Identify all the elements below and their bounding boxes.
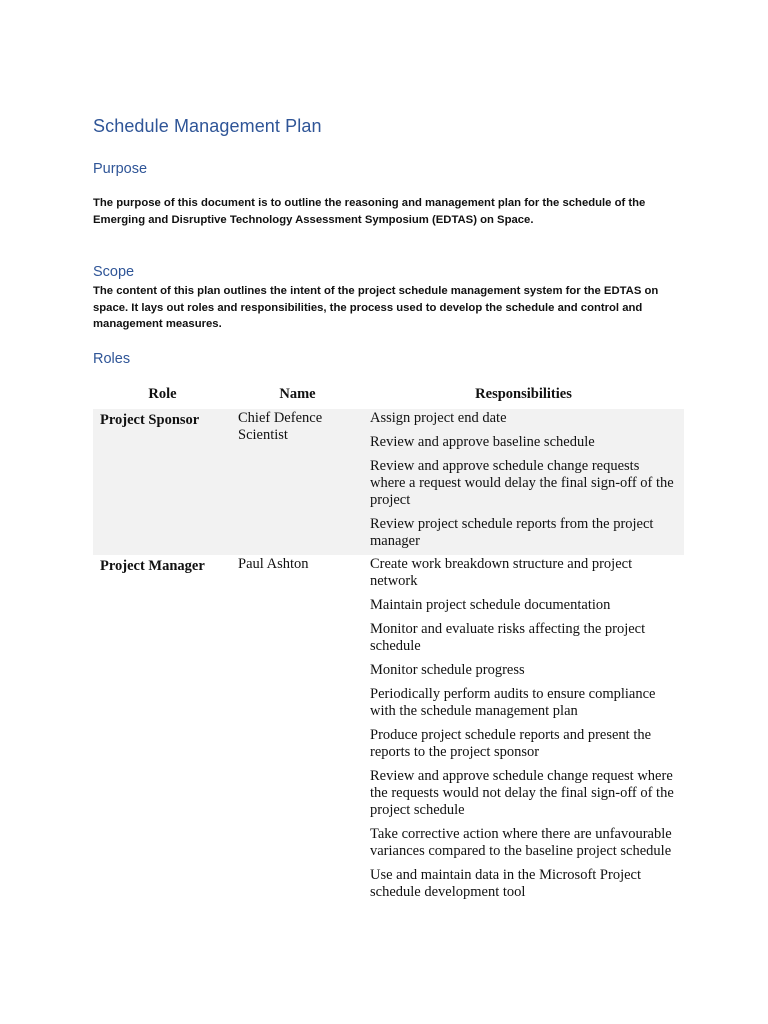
roles-heading: Roles [93, 351, 131, 367]
table-row [93, 409, 684, 555]
role-cell: Project Manager [100, 558, 205, 574]
responsibility-item: Take corrective action where there are unfavourable variances compared to the baseline project schedule [370, 826, 672, 859]
responsibility-item: Review project schedule reports from the project manager [370, 516, 654, 549]
roles-table [93, 380, 684, 906]
responsibility-item: Review and approve schedule change requests where a request would delay the final sign-off of the project [370, 458, 674, 508]
responsibility-item: Review and approve schedule change request where the requests would not delay the final sign-off of the project schedule [370, 768, 674, 818]
responsibilities-cell [363, 409, 684, 555]
purpose-heading: Purpose [93, 161, 148, 177]
purpose-paragraph: The purpose of this document is to outline the reasoning and management plan for the schedule of the Emerging and Disruptive Technology Assessment Symposium (EDTAS) on Space. [93, 197, 646, 226]
header-name: Name [279, 385, 316, 402]
role-cell: Project Sponsor [93, 409, 232, 555]
header-role: Role [148, 385, 177, 402]
responsibility-item: Review and approve baseline schedule [370, 434, 595, 450]
responsibility-item: Assign project end date [370, 410, 507, 426]
responsibility-item: Monitor schedule progress [370, 662, 525, 678]
responsibility-item: Monitor and evaluate risks affecting the project schedule [370, 621, 646, 654]
document-title: Schedule Management Plan [93, 116, 322, 136]
table-row [93, 555, 684, 906]
roles-table-body [93, 409, 684, 906]
name-cell: Chief Defence Scientist [232, 409, 363, 555]
header-responsibilities: Responsibilities [475, 385, 572, 402]
scope-heading: Scope [93, 264, 135, 280]
responsibility-item: Use and maintain data in the Microsoft Project schedule development tool [370, 867, 641, 900]
roles-table-header-row [93, 380, 684, 409]
responsibility-item: Create work breakdown structure and project network [370, 556, 633, 589]
scope-paragraph: The content of this plan outlines the intent of the project schedule management system for the EDTAS on space. It lays out roles and responsibilities, the process used to develop the schedule and control and management measures. [93, 285, 659, 330]
responsibility-item: Maintain project schedule documentation [370, 597, 611, 613]
responsibility-item: Periodically perform audits to ensure compliance with the schedule management plan [370, 686, 656, 719]
name-cell: Paul Ashton [238, 556, 309, 572]
responsibilities-cell [363, 555, 684, 906]
responsibility-item: Produce project schedule reports and present the reports to the project sponsor [370, 727, 652, 760]
